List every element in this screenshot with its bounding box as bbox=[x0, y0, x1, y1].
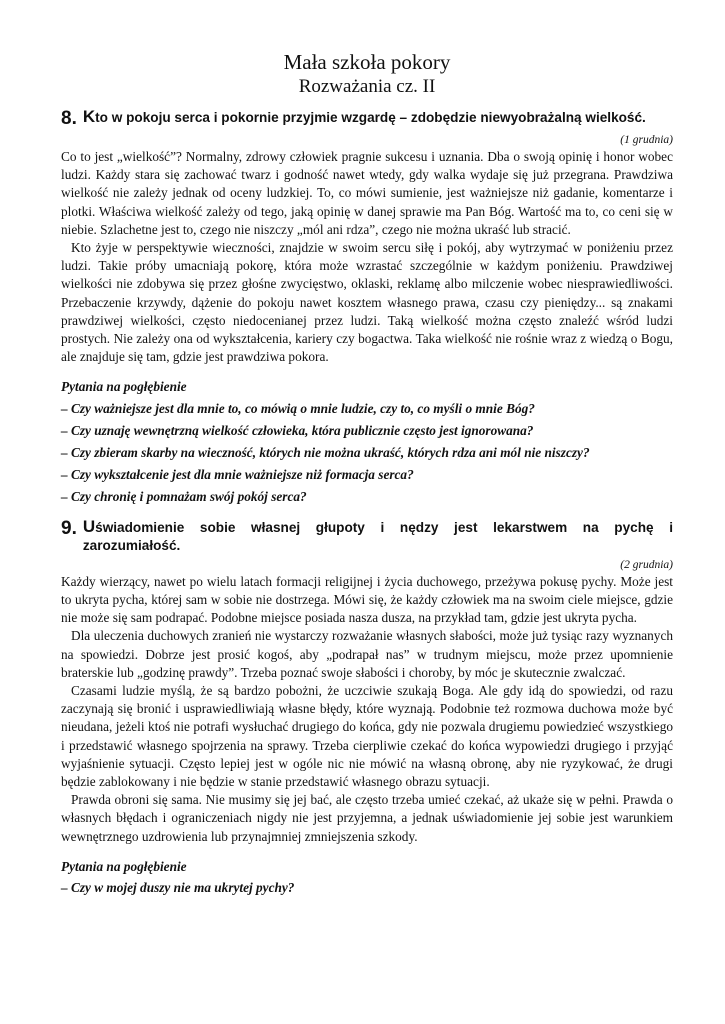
question-item: – Czy ważniejsze jest dla mnie to, co mówią o mnie ludzie, czy to, co myśli o mnie Bóg? bbox=[61, 400, 535, 416]
questions-list bbox=[61, 879, 673, 897]
heading-line-2: zarozumiałość. bbox=[82, 537, 181, 553]
question-item: – Czy chronię i pomnażam swój pokój serca? bbox=[61, 488, 307, 504]
section-heading bbox=[61, 518, 673, 555]
paragraph: Dla uleczenia duchowych zranień nie wystarczy rozważanie własnych słabości, może już tysiąc razy wyznanych na spowiedzi. Dobrze jest prosić kogoś, aby „podrapał nas” w trudnym miejscu, może przez upomnienie braterskie lub „godzinę prawdy”. Trzeba poznać swoje słabości i choroby, by móc je skutecznie zwalczać. bbox=[61, 628, 673, 680]
questions-list bbox=[61, 400, 673, 506]
paragraph: Co to jest „wielkość”? Normalny, zdrowy człowiek pragnie sukcesu i uznania. Dba o swoją opinię i honor wobec ludzi. Każdy stara się zachować twarz i godność nawet wtedy, gdy walka wydaje się już przegrana. Prawdziwa wielkość nie zależy jednak od oceny ludzkiej. To, co mówi sumienie, jest ważniejsze niż gadanie, komentarze i plotki. Właściwa wielkość zależy od tego, jaką opinię w danej sprawie ma Pan Bóg. Wartość ma to, co ceni się w niebie. Szlachetne jest to, czego nie niszczy „mól ani rdza”, czego nie można ukraść lub stracić. bbox=[61, 149, 673, 237]
heading-line-1-text: świadomienie sobie własnej głupoty i nędzy jest lekarstwem na pychę i bbox=[95, 519, 673, 535]
section-number: 9. bbox=[61, 517, 77, 539]
heading-rest: to w pokoju serca i pokornie przyjmie wzgardę – zdobędzie niewyobrażalną wielkość. bbox=[95, 110, 646, 125]
section-date: (2 grudnia) bbox=[620, 558, 673, 571]
section-number: 8. bbox=[61, 108, 77, 129]
section-8 bbox=[61, 108, 673, 506]
paragraph: Prawda obroni się sama. Nie musimy się jej bać, ale często trzeba umieć czekać, aż ukaże się w pełni. Prawda o własnych błędach i ograniczeniach nigdy nie jest przyjemna, a jednak uświadomienie jej sobie jest warunkiem wewnętrznego uzdrowienia lub przynajmniej zmniejszenia szkody. bbox=[61, 792, 673, 844]
question-item: – Czy w mojej duszy nie ma ukrytej pychy? bbox=[61, 880, 295, 896]
question-item: – Czy wykształcenie jest dla mnie ważniejsze niż formacja serca? bbox=[61, 466, 414, 482]
section-heading bbox=[61, 108, 673, 130]
paragraph: Kto żyje w perspektywie wieczności, znajdzie w swoim sercu siłę i pokój, aby wytrzymać w poniżeniu przez ludzi. Takie próby umacniają pokorę, która może wzrastać szczególnie w każdym poniżeniu. Prawdziwej wielkości nie zdobywa się przez głośne zwycięstwo, oklaski, reklamę albo milczenie wobec niesprawiedliwości. Przebaczenie krzywdy, dążenie do pokoju nawet kosztem własnego prawa, czasu czy pieniędzy... są znakami prawdziwej wielkości, często niedocenianej przez ludzi. Taką wielkość można często znaleźć wśród ludzi prostych. Nie zależy ona od wykształcenia, kariery czy bogactwa. Taka wielkość nie rośnie wraz z wiedzą o Bogu, ale znajduje się tam, gdzie jest prawdziwa pokora. bbox=[61, 240, 673, 365]
heading-initial: K bbox=[82, 107, 96, 126]
questions-title: Pytania na pogłębienie bbox=[61, 858, 187, 874]
question-item: – Czy zbieram skarby na wieczność, których nie można ukraść, których rdza ani mól nie niszczy? bbox=[61, 444, 590, 460]
section-date: (1 grudnia) bbox=[620, 134, 673, 146]
paragraph: Każdy wierzący, nawet po wielu latach formacji religijnej i życia duchowego, przeżywa pokusę pychy. Może jest to ukryta pycha, której sam w sobie nie dostrzega. Mówi się, że każdy człowiek ma na swoim ciele miejsce, gdzie nie może się sam podrapać. Podobne miejsce posiada nasza dusza, na przykład tam, gdzie jest ukryta pycha. bbox=[61, 573, 673, 626]
page-subtitle: Rozważania cz. II bbox=[298, 76, 436, 97]
heading-initial: U bbox=[82, 516, 96, 536]
section-heading-text bbox=[83, 108, 673, 130]
paragraph: Czasami ludzie myślą, że są bardzo pobożni, że uczciwie szukają Boga. Ale gdy idą do spowiedzi, od razu zaczynają się bronić i usprawiedliwiają własne błędy, które wyznają. Podobnie też rozmowa duchowa może być nieudana, jeżeli ktoś nie potrafi wysłuchać drugiego do końca, gdy nie pozwala drugiemu powiedzieć wszystkiego i przedstawić własnego spojrzenia na sprawy. Trzeba cierpliwie czekać do końca wypowiedzi drugiego i przyjąć wyjaśnienie sytuacji. Często lepiej jest w ogóle nic nie mówić na własną obronę, aby nie ryzykować, że drugi będzie zablokowany i nie będzie w stanie przedstawić własnego obrazu sytuacji. bbox=[61, 683, 673, 790]
page-title: Mała szkoła pokory bbox=[283, 50, 451, 74]
heading-line-1 bbox=[83, 518, 673, 537]
section-heading-text bbox=[83, 518, 673, 555]
section-9 bbox=[61, 518, 673, 897]
question-item: – Czy uznaję wewnętrzną wielkość człowieka, która publicznie często jest ignorowana? bbox=[61, 422, 534, 438]
questions-title: Pytania na pogłębienie bbox=[61, 379, 187, 395]
